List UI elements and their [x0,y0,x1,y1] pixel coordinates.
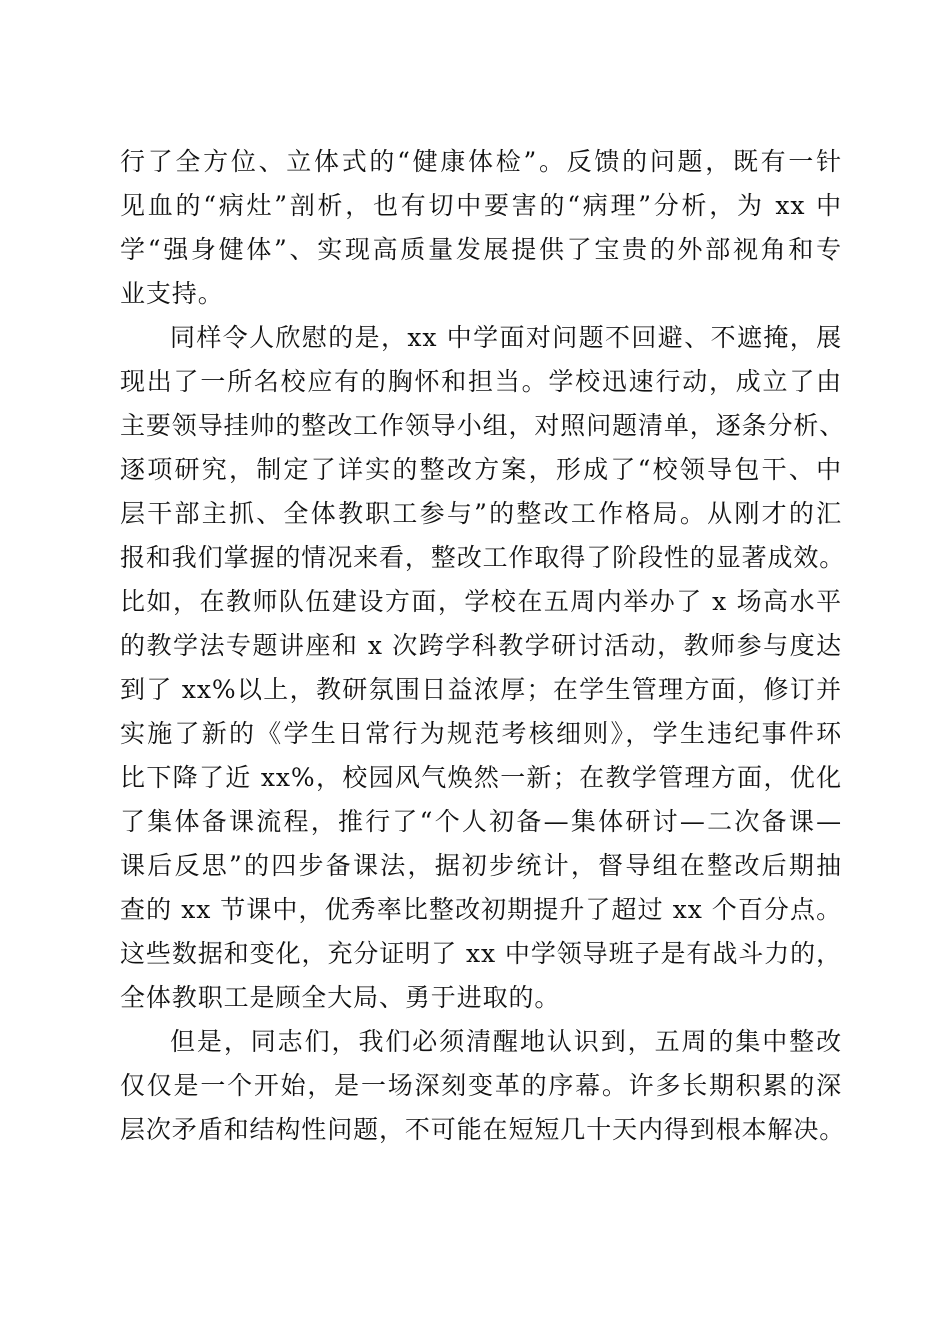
text-line: 这些数据和变化，充分证明了 xx 中学领导班子是有战斗力的， [120,939,842,968]
text-line: 行了全方位、立体式的“健康体检”。反馈的问题，既有一针 [120,147,842,176]
text-line: 到了 xx%以上，教研氛围日益浓厚；在学生管理方面，修订并 [120,675,842,704]
paragraph-2 [120,316,846,1020]
text-line: 同样令人欣慰的是，xx 中学面对问题不回避、不遮掩，展 [170,323,842,352]
text-line: 逐项研究，制定了详实的整改方案，形成了“校领导包干、中 [120,455,842,484]
text-line: 全体教职工是顾全大局、勇于进取的。 [120,983,561,1012]
text-line: 但是，同志们，我们必须清醒地认识到，五周的集中整改 [170,1027,842,1056]
text-line: 查的 xx 节课中，优秀率比整改初期提升了超过 xx 个百分点。 [120,895,842,924]
paragraph-3 [120,1020,846,1152]
paragraph-1 [120,140,842,316]
body-text [120,140,846,1152]
text-line: 仅仅是一个开始，是一场深刻变革的序幕。许多长期积累的深 [120,1071,842,1100]
text-line: 了集体备课流程，推行了“个人初备—集体研讨—二次备课— [120,807,842,836]
text-line: 主要领导挂帅的整改工作领导小组，对照问题清单，逐条分析、 [120,411,846,440]
text-line: 学“强身健体”、实现高质量发展提供了宝贵的外部视角和专 [120,235,842,264]
text-line: 的教学法专题讲座和 x 次跨学科教学研讨活动，教师参与度达 [120,631,842,660]
text-line: 实施了新的《学生日常行为规范考核细则》，学生违纪事件环 [120,719,842,748]
text-line: 业支持。 [120,279,224,308]
text-line: 现出了一所名校应有的胸怀和担当。学校迅速行动，成立了由 [120,367,842,396]
text-line: 课后反思”的四步备课法，据初步统计，督导组在整改后期抽 [120,851,842,880]
text-line: 报和我们掌握的情况来看，整改工作取得了阶段性的显著成效。 [120,543,846,572]
text-line: 见血的“病灶”剖析，也有切中要害的“病理”分析，为 xx 中 [120,191,842,220]
text-line: 层干部主抓、全体教职工参与”的整改工作格局。从刚才的汇 [120,499,842,528]
text-line: 比下降了近 xx%，校园风气焕然一新；在教学管理方面，优化 [120,763,842,792]
text-line: 比如，在教师队伍建设方面，学校在五周内举办了 x 场高水平 [120,587,842,616]
text-line: 层次矛盾和结构性问题，不可能在短短几十天内得到根本解决。 [120,1115,846,1144]
